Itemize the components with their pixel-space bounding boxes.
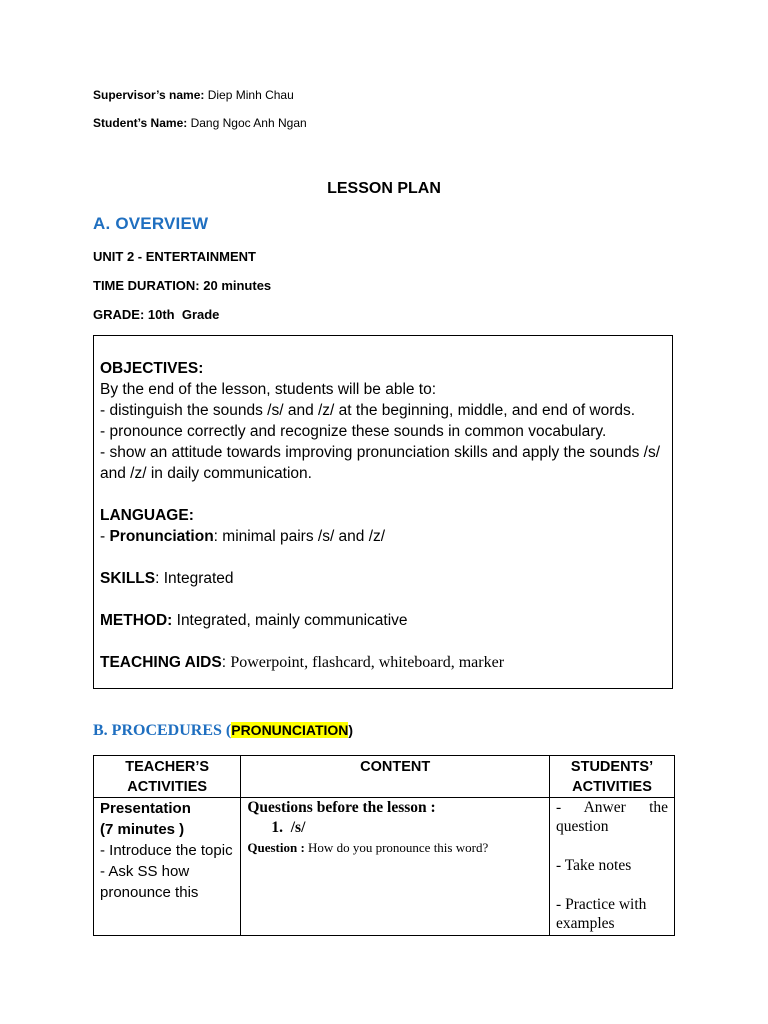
language-line: - Pronunciation: minimal pairs /s/ and /z/ [100,528,386,545]
table-row [94,798,675,936]
objective-item: - pronounce correctly and recognize these sounds in common vocabulary. [100,423,607,440]
section-b-heading: B. PROCEDURES (PRONUNCIATION) [93,722,354,739]
section-a-heading: A. OVERVIEW [93,214,209,233]
unit-line: UNIT 2 - ENTERTAINMENT [93,249,256,264]
student-activity: - Take notes [556,857,632,874]
language-label: LANGUAGE: [100,507,194,524]
question-line: Question : How do you pronounce this word? [247,840,489,855]
procedures-table [93,755,675,936]
questions-title: Questions before the lesson : [247,799,436,816]
student-line [93,116,307,130]
teacher-activities-cell [94,798,241,936]
student-activity: question [556,818,609,835]
objectives-box [93,335,673,689]
supervisor-line [93,88,294,102]
table-header-row [94,756,675,798]
objectives-label: OBJECTIVES: [100,360,204,377]
duration-line: TIME DURATION: 20 minutes [93,278,272,293]
objectives-intro: By the end of the lesson, students will be able to: [100,381,437,398]
student-name: Dang Ngoc Anh Ngan [190,116,307,130]
objective-item: - show an attitude towards improving pronunciation skills and apply the sounds /s/ and /z/ in daily communication. [100,444,661,482]
supervisor-name: Diep Minh Chau [207,88,294,102]
teaching-aids-line: TEACHING AIDS: Powerpoint, flashcard, whiteboard, marker [100,654,505,671]
method-line: METHOD: Integrated, mainly communicative [100,612,408,629]
highlighted-term: PRONUNCIATION [231,722,349,738]
objective-item: - distinguish the sounds /s/ and /z/ at the beginning, middle, and end of words. [100,402,636,419]
students-activities-cell [550,798,675,936]
student-activity: - Practice with examples [556,896,647,932]
page-title: LESSON PLAN [327,180,441,197]
supervisor-label: Supervisor’s name: [93,88,205,102]
stage-time: (7 minutes ) [100,821,185,838]
stage-name: Presentation [100,800,191,817]
teacher-step: - Introduce the topic [100,842,233,859]
header-teacher-activities: TEACHER’S ACTIVITIES [94,756,241,798]
content-item: 1. /s/ [271,819,306,836]
header-content: CONTENT [241,756,550,798]
skills-line: SKILLS: Integrated [100,570,234,587]
header-students-activities: STUDENTS’ ACTIVITIES [550,756,675,798]
grade-line: GRADE: 10th Grade [93,307,220,322]
teacher-step: - Ask SS how pronounce this [100,863,199,901]
student-label: Student’s Name: [93,116,188,130]
student-activity: - Anwer the [556,799,668,816]
content-cell [241,798,550,936]
